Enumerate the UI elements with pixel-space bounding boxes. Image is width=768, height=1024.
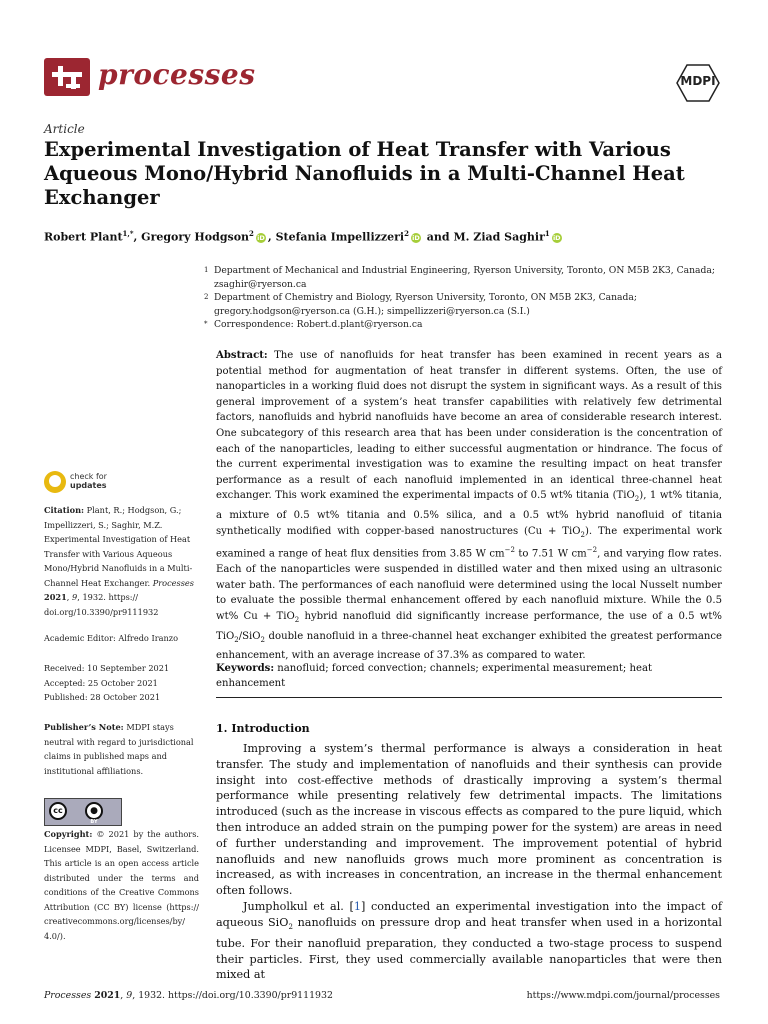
abstract-text: to 7.51 W cm	[514, 548, 587, 560]
publishers-note-text: MDPI stays neutral with regard to jurisdictional claims in published maps and institutional affiliations.	[44, 722, 194, 776]
author-name[interactable]: M. Ziad Saghir	[453, 230, 545, 244]
affiliation-line: Department of Mechanical and Industrial Engineering, Ryerson University, Toronto, ON M5B 2K3, Canada;	[214, 265, 715, 276]
citation-volume: 9	[72, 592, 78, 602]
superscript: −2	[586, 546, 598, 555]
author-affiliation-marker: 2	[249, 229, 254, 238]
paper-title: Experimental Investigation of Heat Transfer with Various Aqueous Mono/Hybrid Nanofluids in a Multi-Channel Heat Exchanger	[44, 138, 685, 209]
author-name[interactable]: Robert Plant	[44, 230, 123, 244]
publisher-name: MDPI	[680, 74, 716, 88]
copyright-text: © 2021 by the authors. Licensee MDPI, Basel, Switzerland. This article is an open access article distributed under the terms and conditions of the Creative Commons Attribution (CC BY) license (https:// creativecommons.org/licenses/by/ 4.0/).	[44, 829, 199, 941]
subscript: 2	[580, 530, 585, 539]
footer-volume: 9	[126, 990, 133, 1001]
publishers-note-label: Publisher’s Note:	[44, 722, 124, 732]
copyright-block	[44, 827, 199, 943]
keywords	[216, 661, 722, 691]
abstract-text: /SiO	[238, 630, 261, 642]
affiliation-email[interactable]: gregory.hodgson@ryerson.ca (G.H.); simpellizzeri@ryerson.ca (S.I.)	[214, 305, 530, 317]
section-heading: 1. Introduction	[216, 722, 310, 735]
affiliation-1	[204, 264, 724, 291]
affiliation-marker: 1	[204, 266, 209, 274]
footer-doi[interactable]: , 1932. https://doi.org/10.3390/pr9111932	[132, 990, 333, 1001]
abstract-text: double nanofluid in a three-channel heat exchanger exhibited the greatest performance enhancement, with an average increase of 37.3% as compared to water.	[216, 630, 722, 662]
check-updates-line: check for	[70, 472, 107, 481]
affiliation-marker: 2	[204, 293, 209, 301]
author-affiliation-marker: 1	[544, 229, 550, 238]
abstract	[216, 348, 722, 664]
received-date: Received: 10 September 2021	[44, 663, 170, 673]
abstract-text: , and varying flow rates. Each of the nanoparticles were suspended in distilled water and then mixed using an ultrasonic water bath. The performances of each nanofluid were determined using the local Nusselt number to evaluate the possible thermal enhancement offered by each nanofluid mixture. While the 0.5 wt% Cu + TiO	[216, 548, 723, 622]
footer-citation: Processes 2021, 9, 1932. https://doi.org/10.3390/pr9111932	[44, 990, 333, 1001]
keywords-label: Keywords:	[216, 663, 275, 674]
subscript: 2	[294, 615, 300, 624]
subscript: 2	[234, 635, 239, 644]
affiliation-email[interactable]: zsaghir@ryerson.ca	[214, 278, 307, 290]
author-name[interactable]: Stefania Impellizzeri	[275, 230, 405, 244]
citation-doi[interactable]: , 1932. https:// doi.org/10.3390/pr9111932	[44, 592, 159, 617]
citation-journal: Processes	[152, 577, 194, 588]
check-for-updates-icon[interactable]	[44, 471, 66, 493]
subscript: 2	[288, 923, 293, 931]
footer-journal-url[interactable]: https://www.mdpi.com/journal/processes	[526, 990, 720, 1001]
abstract-text: ), 1 wt% titania, a mixture of 0.5 wt% titania and 0.5% silica, and a 0.5 wt% hybrid nanofluid of titania synthetically modified with copper-based nanostructures (Cu + TiO	[216, 490, 723, 537]
affiliation-line: Department of Chemistry and Biology, Ryerson University, Toronto, ON M5B 2K3, Canada;	[214, 292, 637, 303]
check-for-updates-button[interactable]	[70, 472, 107, 490]
cc-by-label: BY	[90, 819, 98, 825]
correspondence	[204, 318, 724, 332]
cc-icon: cc	[49, 802, 67, 820]
article-type: Article	[44, 122, 85, 136]
section-divider	[216, 697, 722, 698]
paragraph	[216, 899, 722, 983]
dates-block	[44, 661, 199, 705]
footer-journal: Processes	[44, 990, 92, 1001]
footer-year: 2021	[94, 990, 121, 1001]
correspondence-line[interactable]: Correspondence: Robert.d.plant@ryerson.ca	[214, 319, 423, 330]
cc-by-license-icon[interactable]	[44, 798, 122, 826]
author-name[interactable]: Gregory Hodgson	[141, 230, 250, 244]
journal-logo-icon	[44, 58, 90, 96]
academic-editor: Academic Editor: Alfredo Iranzo	[44, 633, 179, 643]
orcid-icon[interactable]: iD	[257, 233, 265, 242]
citation-label: Citation:	[44, 505, 85, 515]
reference-link[interactable]: 1	[353, 899, 361, 913]
accepted-date: Accepted: 25 October 2021	[44, 677, 158, 688]
abstract-label: Abstract:	[216, 350, 268, 361]
author-separator: ,	[133, 230, 142, 244]
introduction-body	[216, 741, 722, 983]
citation-year: 2021	[44, 592, 67, 602]
paragraph: Improving a system’s thermal performance is always a consideration in heat transfer. The study and implementation of nanofluids and their synthesis can provide insight into cost-effective methods of drastically improving a system’s thermal performance while presenting relatively few detrimental impacts. The limitations introduced (such as the increase in viscous effects as compared to the pure liquid, which then introduce an added strain on the pumping power for the system) are areas in need of further understanding and improvement. The improvement potential of hybrid nanofluids and new nanofluids grows much more prominent as concentration is increased, as with increases in concentration, an increase in the thermal enhancement often follows.	[216, 742, 722, 898]
abstract-text: hybrid nanofluid did significantly increase performance, the use of a 0.5 wt% TiO	[216, 610, 722, 642]
subscript: 2	[260, 635, 266, 644]
journal-name: processes	[98, 58, 256, 91]
paragraph-text: Jumpholkul et al. [	[243, 899, 354, 913]
author-separator: and	[422, 230, 454, 244]
superscript: −2	[504, 546, 515, 555]
attribution-person-icon: ●	[85, 802, 103, 820]
keywords-text: nanofluid; forced convection; channels; experimental measurement; heat enhancement	[216, 663, 653, 689]
publishers-note	[44, 720, 199, 778]
abstract-text: ). The experimental work examined a range of heat flux densities from 3.85 W cm	[216, 525, 723, 560]
affiliation-2	[204, 291, 724, 318]
subscript: 2	[634, 495, 640, 504]
copyright-label: Copyright:	[44, 829, 93, 839]
author-separator: ,	[267, 230, 276, 244]
affiliation-marker: *	[204, 320, 208, 328]
check-updates-line: updates	[70, 481, 107, 490]
paragraph-text: ] conducted an experimental investigation into the impact of aqueous SiO	[216, 899, 722, 929]
orcid-icon[interactable]: iD	[552, 233, 561, 242]
citation-block: Citation: Plant, R.; Hodgson, G.; Impellizzeri, S.; Saghir, M.Z. Experimental Investigation of Heat Transfer with Various Aqueous Mono/Hybrid Nanofluids in a Multi-Channel Heat Exchanger. Processes 2021, 9, 1932. https:// doi.org/10.3390/pr9111932	[44, 505, 194, 617]
abstract-text: The use of nanofluids for heat transfer has been examined in recent years as a potential method for augmentation of heat transfer in different systems. Often, the use of nanoparticles in a working fluid does not disrupt the system in significant ways. As a result of this general improvement of a system’s heat transfer capabilities with relatively few detrimental factors, nanofluids and hybrid nanofluids have become an area of considerable research interest. One subcategory of this research area that has been under consideration is the concentration of each of the nanoparticles, leading to either successful augmentation or hindrance. The focus of the current experimental investigation was to examine the resulting impact on heat transfer performance as a result of each nanofluid implemented in an identical three-channel heat exchanger. This work examined the experimental impacts of 0.5 wt% titania (TiO	[216, 350, 722, 502]
orcid-icon[interactable]: iD	[412, 233, 420, 242]
published-date: Published: 28 October 2021	[44, 692, 161, 702]
citation-text: Plant, R.; Hodgson, G.; Impellizzeri, S.; Saghir, M.Z. Experimental Investigation of Heat Transfer with Various Aqueous Mono/Hybrid Nanofluids in a Multi-Channel Heat Exchanger.	[44, 505, 193, 588]
author-affiliation-marker: 1,*	[122, 229, 134, 238]
author-list	[44, 229, 724, 244]
author-affiliation-marker: 2	[404, 229, 409, 238]
paragraph-text: nanofluids on pressure drop and heat transfer when used in a horizontal tube. For their nanofluid preparation, they conducted a two-stage process to suspend their particles. First, they used commercially available nanoparticles that were then mixed at	[216, 915, 722, 982]
